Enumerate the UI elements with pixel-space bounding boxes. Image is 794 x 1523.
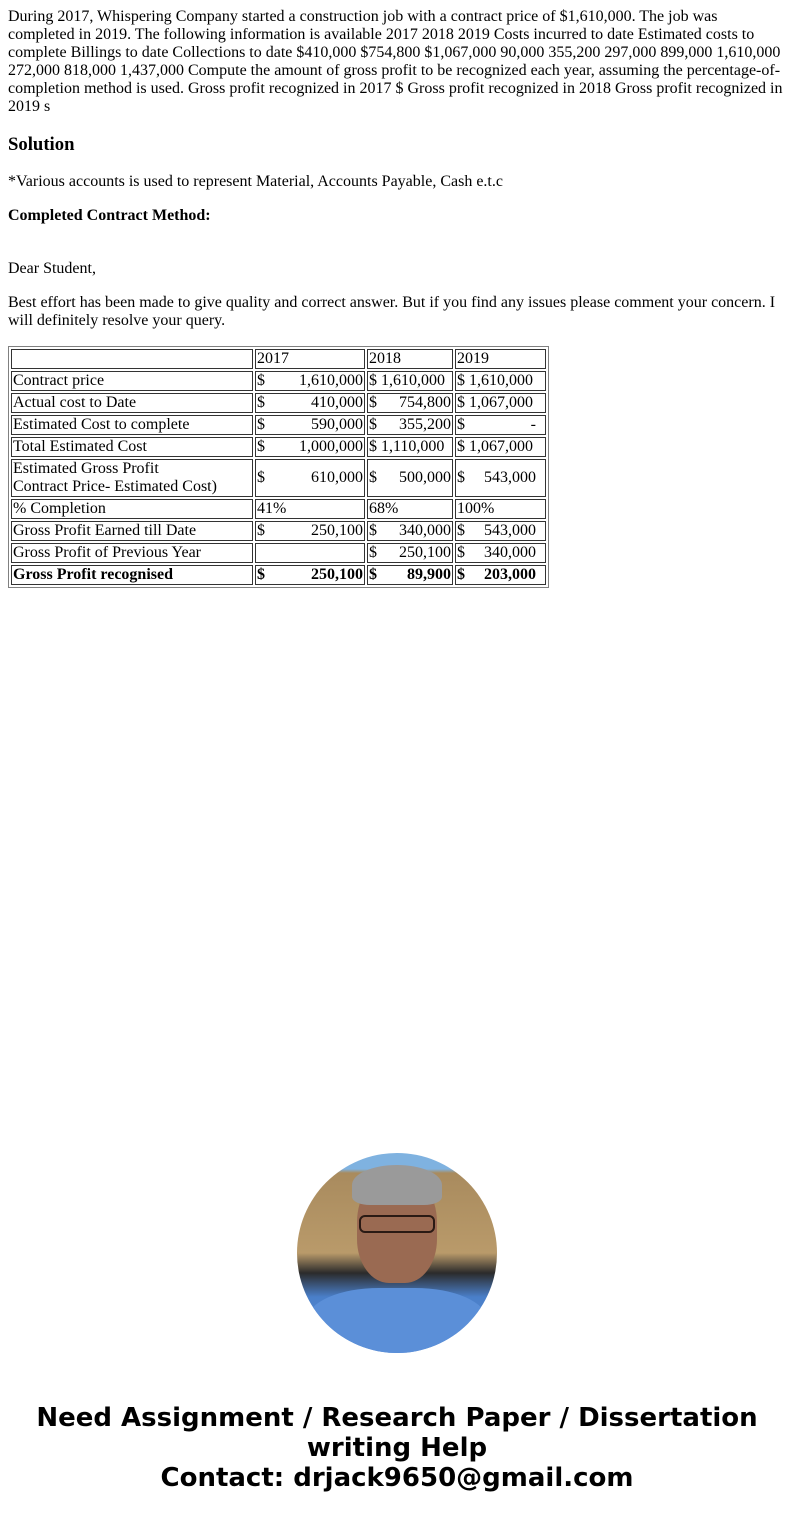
currency: $ — [369, 416, 377, 433]
amount: 89,900 — [407, 566, 451, 583]
percent-2017: 41% — [255, 499, 365, 519]
percent-2019: 100% — [455, 499, 546, 519]
amount: 250,100 — [311, 566, 363, 583]
document-body — [0, 0, 794, 588]
greeting: Dear Student, — [8, 260, 96, 277]
percent-2018: 68% — [367, 499, 453, 519]
currency: $ 1,110,000 — [369, 438, 445, 455]
amount: 610,000 — [311, 469, 363, 486]
amount: 543,000 — [484, 522, 536, 539]
row-label-line1: Estimated Gross Profit — [13, 460, 159, 477]
amount: 203,000 — [484, 566, 536, 583]
row-label: Gross Profit Earned till Date — [11, 521, 253, 541]
amount: 340,000 — [399, 522, 451, 539]
amount: 500,000 — [399, 469, 451, 486]
promo-contact: Contact: drjack9650@gmail.com — [160, 1463, 634, 1493]
currency: $ — [369, 522, 377, 539]
row-label: Total Estimated Cost — [11, 437, 253, 457]
table-row-estimated-gross-profit — [11, 459, 546, 497]
amount: 250,100 — [399, 544, 451, 561]
amount: 1,610,000 — [299, 372, 363, 389]
row-label: Gross Profit recognised — [11, 565, 253, 585]
amount: 1,000,000 — [299, 438, 363, 455]
amount: - — [530, 416, 536, 433]
amount: 590,000 — [311, 416, 363, 433]
amount — [536, 394, 544, 412]
row-label: Estimated Cost to complete — [11, 415, 253, 435]
row-label: Gross Profit of Previous Year — [11, 543, 253, 563]
table-row-gross-profit-previous-year — [11, 543, 546, 563]
currency: $ — [369, 544, 377, 561]
currency: $ 1,067,000 — [457, 394, 533, 411]
currency: $ — [457, 566, 465, 583]
table-row-gross-profit-recognised — [11, 565, 546, 585]
amount: 754,800 — [399, 394, 451, 411]
header-cell-empty — [11, 349, 253, 369]
currency: $ — [457, 522, 465, 539]
header-cell-2017: 2017 — [255, 349, 365, 369]
currency: $ — [369, 469, 377, 486]
table-row-estimated-cost-to-complete — [11, 415, 546, 435]
currency: $ — [257, 372, 265, 389]
row-label: % Completion — [11, 499, 253, 519]
currency: $ 1,067,000 — [457, 438, 533, 455]
currency: $ — [257, 416, 265, 433]
avatar-shirt — [307, 1288, 487, 1353]
table-row-total-estimated-cost — [11, 437, 546, 457]
currency: $ — [457, 469, 465, 486]
currency: $ — [457, 544, 465, 561]
currency: $ 1,610,000 — [457, 372, 533, 389]
promo-line-2: writing Help — [306, 1433, 488, 1463]
currency: $ — [257, 394, 265, 411]
amount: 355,200 — [399, 416, 451, 433]
currency: $ — [369, 394, 377, 411]
method-heading: Completed Contract Method: — [8, 207, 211, 224]
avatar-glasses-icon — [359, 1215, 435, 1233]
amount — [536, 438, 544, 456]
question-text: During 2017, Whispering Company started a construction job with a contract price of $1,610,000. The job was completed in 2019. The following information is available 2017 2018 2019 Costs incurred to date Estimated costs to complete Billings to date Collections to date $410,000 $754,800 $1,067,000 90,000 355,200 297,000 899,000 1,610,000 272,000 818,000 1,437,000 Compute the amount of gross profit to be recognized each year, assuming the percentage-of-completion method is used. Gross profit recognized in 2017 $ Gross profit recognized in 2018 Gross profit recognized in 2019 s — [8, 8, 783, 115]
amount: 250,100 — [311, 522, 363, 539]
solution-note: *Various accounts is used to represent Material, Accounts Payable, Cash e.t.c — [8, 173, 503, 190]
currency: $ — [257, 566, 265, 583]
amount: 340,000 — [484, 544, 536, 561]
header-cell-2019: 2019 — [455, 349, 546, 369]
solution-heading: Solution — [8, 134, 75, 155]
promo-line-1: Need Assignment / Research Paper / Dissertation — [36, 1403, 758, 1433]
amount: 543,000 — [484, 469, 536, 486]
table-row-percent-completion — [11, 499, 546, 519]
table-header-row — [11, 349, 546, 369]
row-label: Actual cost to Date — [11, 393, 253, 413]
row-label-line2: Contract Price- Estimated Cost) — [13, 478, 217, 495]
table-row-contract-price — [11, 371, 546, 391]
row-label: Contract price — [11, 371, 253, 391]
row-label — [11, 459, 253, 497]
currency: $ — [457, 416, 465, 433]
tutor-avatar — [297, 1153, 497, 1353]
table-row-actual-cost — [11, 393, 546, 413]
currency: $ — [257, 438, 265, 455]
gross-profit-table — [8, 346, 549, 588]
amount: 410,000 — [311, 394, 363, 411]
avatar-hair — [352, 1165, 442, 1205]
currency: $ 1,610,000 — [369, 372, 445, 389]
table-row-gross-profit-earned — [11, 521, 546, 541]
promo-banner — [0, 1403, 794, 1493]
currency: $ — [257, 522, 265, 539]
currency: $ — [257, 469, 265, 486]
header-cell-2018: 2018 — [367, 349, 453, 369]
currency: $ — [369, 566, 377, 583]
disclaimer: Best effort has been made to give quality and correct answer. But if you find any issues please comment your concern. I will definitely resolve your query. — [8, 294, 776, 329]
amount — [536, 372, 544, 390]
